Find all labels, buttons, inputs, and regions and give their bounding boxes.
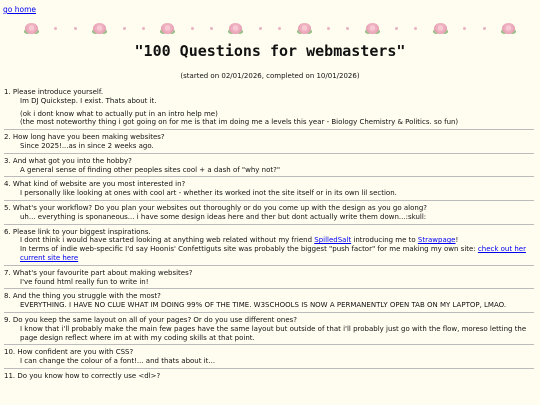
dot-icon	[191, 27, 194, 30]
question-text: 6. Please link to your biggest inspirations.	[4, 227, 151, 236]
answer-text: EVERYTHING. I HAVE NO CLUE WHAT IM DOING 99% OF THE TIME. W3SCHOOLS IS NOW A PERMANENTLY OPEN TAB ON MY LAPTOP, LMAO.	[20, 301, 507, 310]
question-block	[4, 348, 534, 366]
go-home-link[interactable]: go home	[3, 5, 36, 14]
question-text: 5. What's your workflow? Do you plan your websites out thoroughly or do you come up with the design as you go along?	[4, 203, 427, 212]
divider	[4, 224, 534, 225]
answer-text: (ok i dont know what to actually put in an intro help me)	[20, 109, 218, 118]
dot-icon	[463, 27, 466, 30]
rose-icon	[229, 23, 242, 34]
question-text: 1. Please introduce yourself.	[4, 88, 104, 96]
rose-icon	[366, 23, 379, 34]
divider	[4, 368, 534, 369]
question-block	[4, 316, 534, 342]
question-block	[4, 292, 534, 310]
question-block	[4, 157, 534, 175]
divider	[4, 176, 534, 177]
question-block	[4, 372, 534, 381]
divider	[4, 344, 534, 345]
answer-text: I've found html really fun to write in!	[20, 277, 149, 286]
question-block	[4, 133, 534, 151]
answer-text	[20, 245, 534, 263]
dot-icon	[414, 27, 417, 30]
question-text: 3. And what got you into the hobby?	[4, 156, 132, 165]
dot-icon	[395, 27, 398, 30]
answer-text: Im DJ Quickstep. I exist. Thats about it.	[20, 96, 157, 105]
rose-border-decoration	[25, 18, 515, 38]
dot-icon	[327, 27, 330, 30]
dot-icon	[123, 27, 126, 30]
answer-text: A general sense of finding other peoples sites cool + a dash of "why not?"	[20, 165, 281, 174]
rose-icon	[298, 23, 311, 34]
question-block	[4, 204, 534, 222]
dot-icon	[142, 27, 145, 30]
divider	[4, 129, 534, 130]
divider	[4, 265, 534, 266]
divider	[4, 153, 534, 154]
divider	[4, 288, 534, 289]
question-text: 9. Do you keep the same layout on all of your pages? Or do you use different ones?	[4, 315, 298, 324]
page-title: "100 Questions for webmasters"	[134, 42, 406, 60]
page-subtitle: (started on 02/01/2026, completed on 10/01/2026)	[180, 72, 360, 80]
spilledsalt-link[interactable]: SpilledSalt	[314, 236, 352, 245]
questions-list	[4, 88, 534, 381]
answer-text-part: I dont think i would have started looking at anything web related without my friend	[20, 236, 315, 245]
question-block	[4, 269, 534, 287]
answer-text-part: introducing me to	[351, 236, 418, 245]
dot-icon	[259, 27, 262, 30]
dot-icon	[210, 27, 213, 30]
rose-icon	[502, 23, 515, 34]
question-text: 7. What's your favourite part about making websites?	[4, 268, 193, 277]
answer-text: uh... everything is sponaneous... i have some design ideas here and ther but dont actually write them down...:skull:	[20, 212, 427, 221]
divider	[4, 200, 534, 201]
rose-icon	[161, 23, 174, 34]
rose-icon	[434, 23, 447, 34]
rose-icon	[25, 23, 38, 34]
question-block	[4, 180, 534, 198]
question-text: 11. Do you know how to correctly use <dl>?	[4, 371, 161, 380]
answer-text: I can change the colour of a font!... and thats about it...	[20, 357, 216, 366]
answer-text-part: !	[455, 236, 459, 245]
answer-text: (the most noteworthy thing i got going on for me is that im doing me a levels this year - Biology Chemistry & Politics. so fun)	[20, 118, 459, 127]
rose-icon	[93, 23, 106, 34]
answer-text: I personally like looking at ones with cool art - whether its worked inot the site itself or in its own lil section.	[20, 189, 397, 198]
answer-text	[20, 236, 534, 245]
confettiguts-site-link[interactable]: check out her current site here	[20, 245, 526, 262]
dot-icon	[483, 27, 486, 30]
question-block	[4, 88, 534, 127]
dot-icon	[346, 27, 349, 30]
question-text: 10. How confident are you with CSS?	[4, 348, 134, 357]
dot-icon	[278, 27, 281, 30]
question-text: 8. And the thing you struggle with the most?	[4, 292, 161, 301]
dot-icon	[74, 27, 77, 30]
dot-icon	[54, 27, 57, 30]
question-text: 2. How long have you been making websites?	[4, 133, 165, 142]
question-text: 4. What kind of website are you most interested in?	[4, 180, 186, 189]
answer-text-part: In terms of indie web-specific I'd say Hoonis' Confettiguts site was probably the biggest "push factor" for me making my own site:	[20, 245, 478, 254]
answer-text: Since 2025!...as in since 2 weeks ago.	[20, 141, 154, 150]
answer-text: I know that i'll probably make the main few pages have the same layout but outside of that i'll probably just go with the flow, moreso letting the page design reflect where im at with my coding skills at that point.	[20, 324, 527, 342]
question-block	[4, 228, 534, 263]
strawpage-link[interactable]: Strawpage	[417, 236, 456, 245]
divider	[4, 312, 534, 313]
